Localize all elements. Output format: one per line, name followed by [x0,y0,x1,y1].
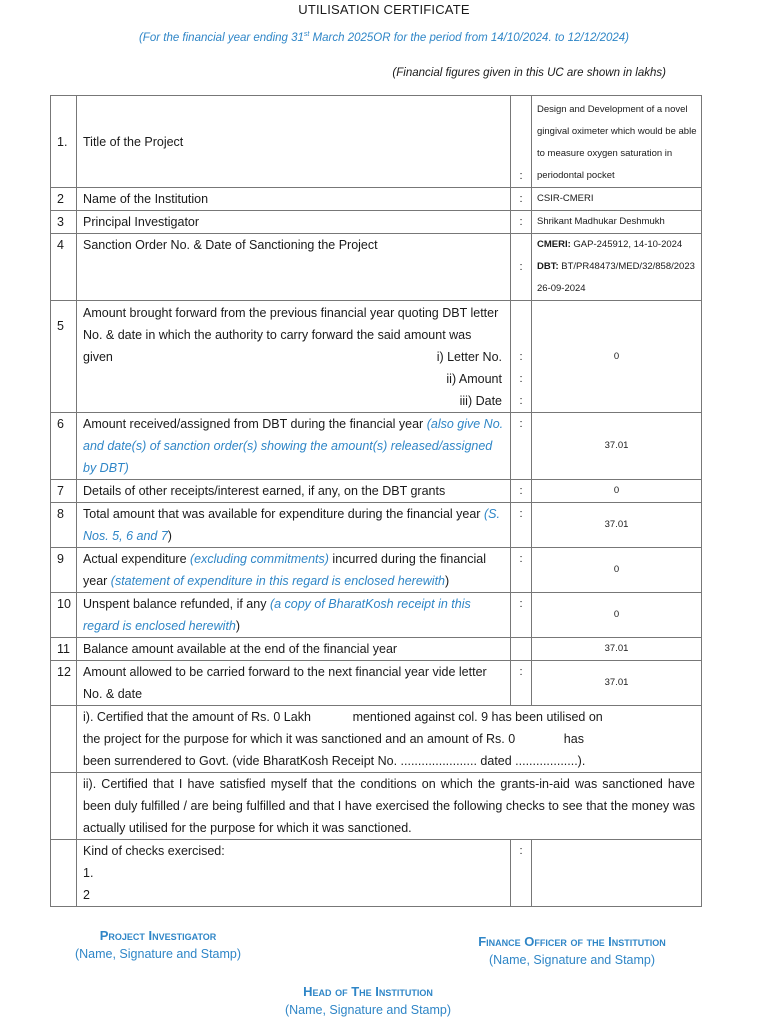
project-title-value: Design and Development of a novel gingival oximeter which would be able to measure oxygen saturation in periodontal pocket [532,96,702,188]
colon-separator: : [511,188,532,211]
colon-separator: : [519,351,523,363]
row-number: 9 [51,548,77,593]
colon-group [511,301,532,413]
checks-value [532,840,702,907]
empty-cell [51,773,77,840]
signature-project-investigator [58,926,258,964]
row-label-mid: incurred during the financial year [83,552,486,588]
row-label: Sanction Order No. & Date of Sanctioning the Project [77,234,511,301]
row-label [77,413,511,480]
dbt-tag: DBT: [537,261,559,272]
colon-separator: : [511,593,532,638]
uc-table [50,95,702,907]
table-row [51,301,702,413]
checks-cell [77,840,511,907]
row-label: Balance amount available at the end of the financial year [77,638,511,661]
table-row [51,188,702,211]
row-label-text: Actual expenditure [83,552,191,566]
colon-separator: : [511,96,532,188]
carried-forward-value: 37.01 [532,661,702,706]
row-label-note: (S. Nos. 5, 6 and 7 [83,507,500,543]
sanction-order-value [532,234,702,301]
cmeri-ref: GAP-245912, 14-10-2024 [570,239,683,250]
colon-separator: : [511,211,532,234]
investigator-value: Shrikant Madhukar Deshmukh [532,211,702,234]
cmeri-sanction [537,234,701,256]
received-value: 37.01 [532,413,702,480]
signature-role: Head of The Institution [303,984,433,999]
table-row [51,480,702,503]
row-number: 1. [51,96,77,188]
signature-role: Finance Officer of the Institution [478,934,666,949]
table-row [51,503,702,548]
figures-note: (Financial figures given in this UC are shown in lakhs) [392,67,666,79]
colon-separator: : [511,661,532,706]
dbt-sanction [537,256,701,278]
row-number: 10 [51,593,77,638]
signature-instruction: (Name, Signature and Stamp) [284,1003,452,1017]
colon-separator: : [519,395,523,407]
period-subtitle [0,31,768,44]
table-row [51,638,702,661]
row-label: Title of the Project [77,96,511,188]
row-label-text: Total amount that was available for expenditure during the financial year [83,507,484,521]
dbt-ref: BT/PR48473/MED/32/858/2023 [558,261,695,272]
row-label: Principal Investigator [77,211,511,234]
colon-separator: : [511,503,532,548]
row-label [77,503,511,548]
sub-item-amount: ii) Amount [446,372,502,386]
row-label: Amount allowed to be carried forward to the next financial year vide letter No. & date [77,661,511,706]
row-number: 8 [51,503,77,548]
row-number: 2 [51,188,77,211]
row-number: 11 [51,638,77,661]
expenditure-value: 0 [532,548,702,593]
certification-line: the project for the purpose for which it was sanctioned and an amount of Rs. 0 has [83,732,584,746]
row-number: 7 [51,480,77,503]
institution-value: CSIR-CMERI [532,188,702,211]
subtitle-post: March 2025OR for the period from 14/10/2024. to 12/12/2024) [309,31,630,44]
row-label: Details of other receipts/interest earned, if any, on the DBT grants [77,480,511,503]
signature-head-institution [263,982,473,1020]
row-number: 12 [51,661,77,706]
empty-cell [51,840,77,907]
sub-item-letter: i) Letter No. [436,350,502,364]
row-label-end: ) [167,529,172,543]
row-label-text: Amount received/assigned from DBT during the financial year [83,417,427,431]
colon-separator: : [511,234,532,301]
certification-line: i). Certified that the amount of Rs. 0 Lakh mentioned against col. 9 has been utilised on [83,710,603,724]
sub-item-date: iii) Date [459,394,502,408]
row-label-note: (also give No. and date(s) of sanction order(s) showing the amount(s) released/assigned by DBT) [83,417,504,475]
row-number: 5 [51,301,77,413]
row-label: Name of the Institution [77,188,511,211]
row-label-note: (statement of expenditure in this regard is enclosed herewith [110,574,446,588]
table-row [51,211,702,234]
row-label [77,593,511,638]
table-row [51,593,702,638]
check-item: 2 [83,888,90,902]
carry-forward-label: Amount brought forward from the previous financial year quoting DBT letter No. & date in which the authority to carry forward the said amount was given [83,306,499,364]
table-row [51,840,702,907]
refunded-value: 0 [532,593,702,638]
row-label-end: ) [445,574,450,588]
checks-label: Kind of checks exercised: [83,844,225,858]
carry-forward-value: 0 [532,301,702,413]
colon-separator: : [511,840,532,907]
subtitle-pre: (For the financial year ending 31 [138,31,304,44]
colon-separator: : [511,413,532,480]
table-row [51,413,702,480]
table-row [51,706,702,773]
signature-instruction: (Name, Signature and Stamp) [488,953,656,967]
balance-value: 37.01 [532,638,702,661]
row-number: 4 [51,234,77,301]
row-label [77,301,511,413]
document-title: UTILISATION CERTIFICATE [298,2,470,17]
dbt-date: 26-09-2024 [537,283,586,294]
signature-instruction: (Name, Signature and Stamp) [74,947,242,961]
certification-line: been surrendered to Govt. (vide BharatKosh Receipt No. ...................... dated ..................). [83,754,586,768]
table-row [51,661,702,706]
certification-2: ii). Certified that I have satisfied myself that the conditions on which the grants-in-aid was sanctioned have been duly fulfilled / are being fulfilled and that I have exercised the following checks to see that the money was actually utilised for the purpose for which it was sanctioned. [77,773,702,840]
row-label-note: (a copy of BharatKosh receipt in this regard is enclosed herewith [83,597,471,633]
subtitle-sup: st [303,31,310,38]
row-label [77,548,511,593]
colon-separator: : [519,373,523,385]
row-number: 3 [51,211,77,234]
table-row [51,234,702,301]
colon-separator: : [511,548,532,593]
total-available-value: 37.01 [532,503,702,548]
empty-cell [51,706,77,773]
table-row [51,773,702,840]
cmeri-tag: CMERI: [537,239,571,250]
signature-role: Project Investigator [99,928,217,943]
row-label-text: Unspent balance refunded, if any [83,597,270,611]
row-label-end: ) [235,619,241,633]
signature-finance-officer [447,932,697,970]
certification-1 [77,706,702,773]
colon-separator [511,638,532,661]
table-row [51,96,702,188]
other-receipts-value: 0 [532,480,702,503]
row-label-note: (excluding commitments) [190,552,329,566]
table-row [51,548,702,593]
check-item: 1. [83,866,94,880]
row-number: 6 [51,413,77,480]
colon-separator: : [511,480,532,503]
